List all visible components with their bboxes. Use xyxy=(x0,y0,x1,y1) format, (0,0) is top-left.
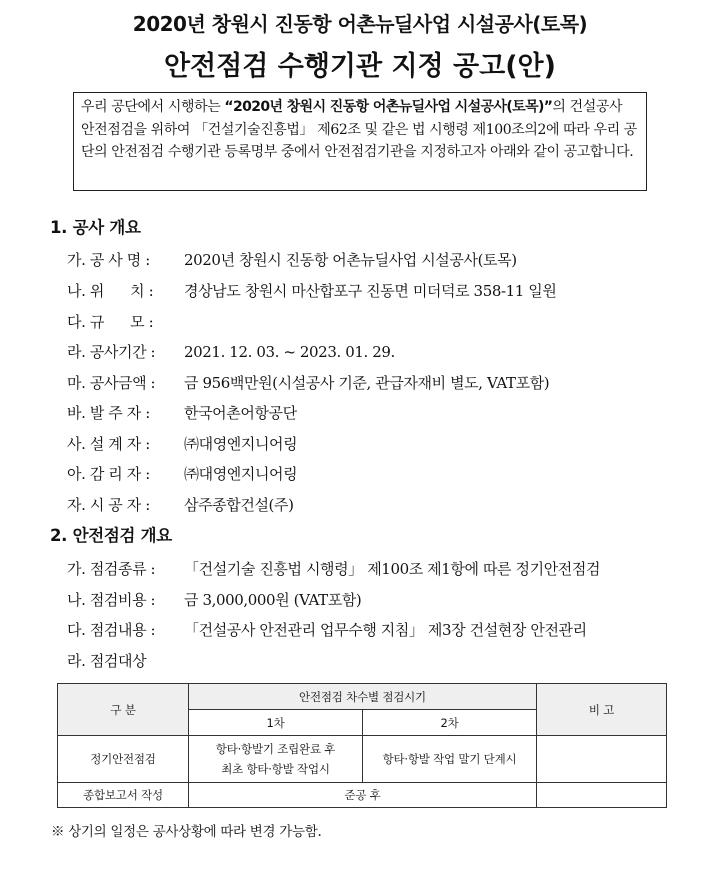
inspection-schedule-table xyxy=(57,683,667,808)
row-label: 아. 감 리 자 : xyxy=(67,465,150,483)
row-label: 가. 점검종류 : xyxy=(67,560,156,578)
overview-row-name xyxy=(67,249,517,270)
inspection-row-content xyxy=(67,619,587,640)
inspection-row-target xyxy=(67,650,146,671)
overview-row-designer xyxy=(67,433,297,454)
overview-row-supervisor xyxy=(67,463,297,484)
row-label: 나. 위 치 : xyxy=(67,282,154,300)
row-label: 다. 점검내용 : xyxy=(67,621,156,639)
row-value: ㈜대영엔지니어링 xyxy=(184,465,298,483)
intro-text-start: 우리 공단에서 시행하는 xyxy=(81,99,225,115)
schedule-note: ※ 상기의 일정은 공사상황에 따라 변경 가능함. xyxy=(51,824,322,840)
header-schedule: 안전점검 차수별 점검시기 xyxy=(189,684,537,710)
row-value: 2020년 창원시 진동항 어촌뉴딜사업 시설공사(토목) xyxy=(184,251,517,269)
intro-box xyxy=(73,92,647,191)
row-label: 자. 시 공 자 : xyxy=(67,496,150,514)
row-label: 나. 점검비용 : xyxy=(67,591,156,609)
row-value: 「건설공사 안전관리 업무수행 지침」 제3장 건설현장 안전관리 xyxy=(184,621,587,639)
intro-project-name: “2020년 창원시 진동항 어촌뉴딜사업 시설공사(토목)” xyxy=(224,99,553,115)
row-regular-inspection: 정기안전점검 xyxy=(58,736,189,783)
row-value: 2021. 12. 03. ~ 2023. 01. 29. xyxy=(184,343,395,361)
overview-row-contractor xyxy=(67,494,294,515)
header-category: 구 분 xyxy=(58,684,189,736)
header-first: 1차 xyxy=(189,710,363,736)
overview-row-client xyxy=(67,402,297,423)
cell-remarks xyxy=(537,783,667,808)
overview-row-scale xyxy=(67,311,184,332)
row-label: 라. 공사기간 : xyxy=(67,343,156,361)
row-final-report: 종합보고서 작성 xyxy=(58,783,189,808)
overview-row-amount xyxy=(67,372,549,393)
section1-heading: 1. 공사 개요 xyxy=(50,218,141,237)
overview-row-location xyxy=(67,280,557,301)
title-announcement: 안전점검 수행기관 지정 공고(안) xyxy=(164,51,556,82)
first-timing-line: 최초 항타·항발 작업시 xyxy=(221,762,330,776)
cell-report-timing: 준공 후 xyxy=(189,783,537,808)
intro-text-end: 의 건설공사 안전점검을 위하여 「건설기술진흥법」 제62조 및 같은 법 시행령 제100조의2에 따라 우리 공단의 안전점검 수행기관 등록명부 중에서 안전점검기관을 지정하고자 아래와 같이 공고합니다. xyxy=(81,99,637,160)
overview-row-period xyxy=(67,341,395,362)
cell-first-timing xyxy=(189,736,363,783)
row-label: 가. 공 사 명 : xyxy=(67,251,150,269)
inspection-row-type xyxy=(67,558,600,579)
row-label: 라. 점검대상 xyxy=(67,652,147,670)
row-label: 다. 규 모 : xyxy=(67,313,154,331)
header-remarks: 비 고 xyxy=(537,684,667,736)
row-label: 사. 설 계 자 : xyxy=(67,435,150,453)
section2-heading: 2. 안전점검 개요 xyxy=(50,526,172,545)
cell-remarks xyxy=(537,736,667,783)
row-value: 「건설기술 진흥법 시행령」 제100조 제1항에 따른 정기안전점검 xyxy=(184,560,601,578)
row-value: 삼주종합건설(주) xyxy=(184,496,294,514)
header-second: 2차 xyxy=(363,710,537,736)
row-value: 금 956백만원(시설공사 기준, 관급자재비 별도, VAT포함) xyxy=(184,374,550,392)
row-value: 금 3,000,000원 (VAT포함) xyxy=(184,591,362,609)
row-value: 한국어촌어항공단 xyxy=(184,404,297,422)
row-label: 바. 발 주 자 : xyxy=(67,404,150,422)
row-label: 마. 공사금액 : xyxy=(67,374,156,392)
title-project: 2020년 창원시 진동항 어촌뉴딜사업 시설공사(토목) xyxy=(132,12,588,36)
first-timing-line: 항타·항발기 조립완료 후 xyxy=(215,742,336,756)
inspection-row-cost xyxy=(67,589,361,610)
row-value: 경상남도 창원시 마산합포구 진동면 미더덕로 358-11 일원 xyxy=(184,282,557,300)
cell-second-timing: 항타·항발 작업 말기 단계시 xyxy=(363,736,537,783)
row-value: ㈜대영엔지니어링 xyxy=(184,435,298,453)
